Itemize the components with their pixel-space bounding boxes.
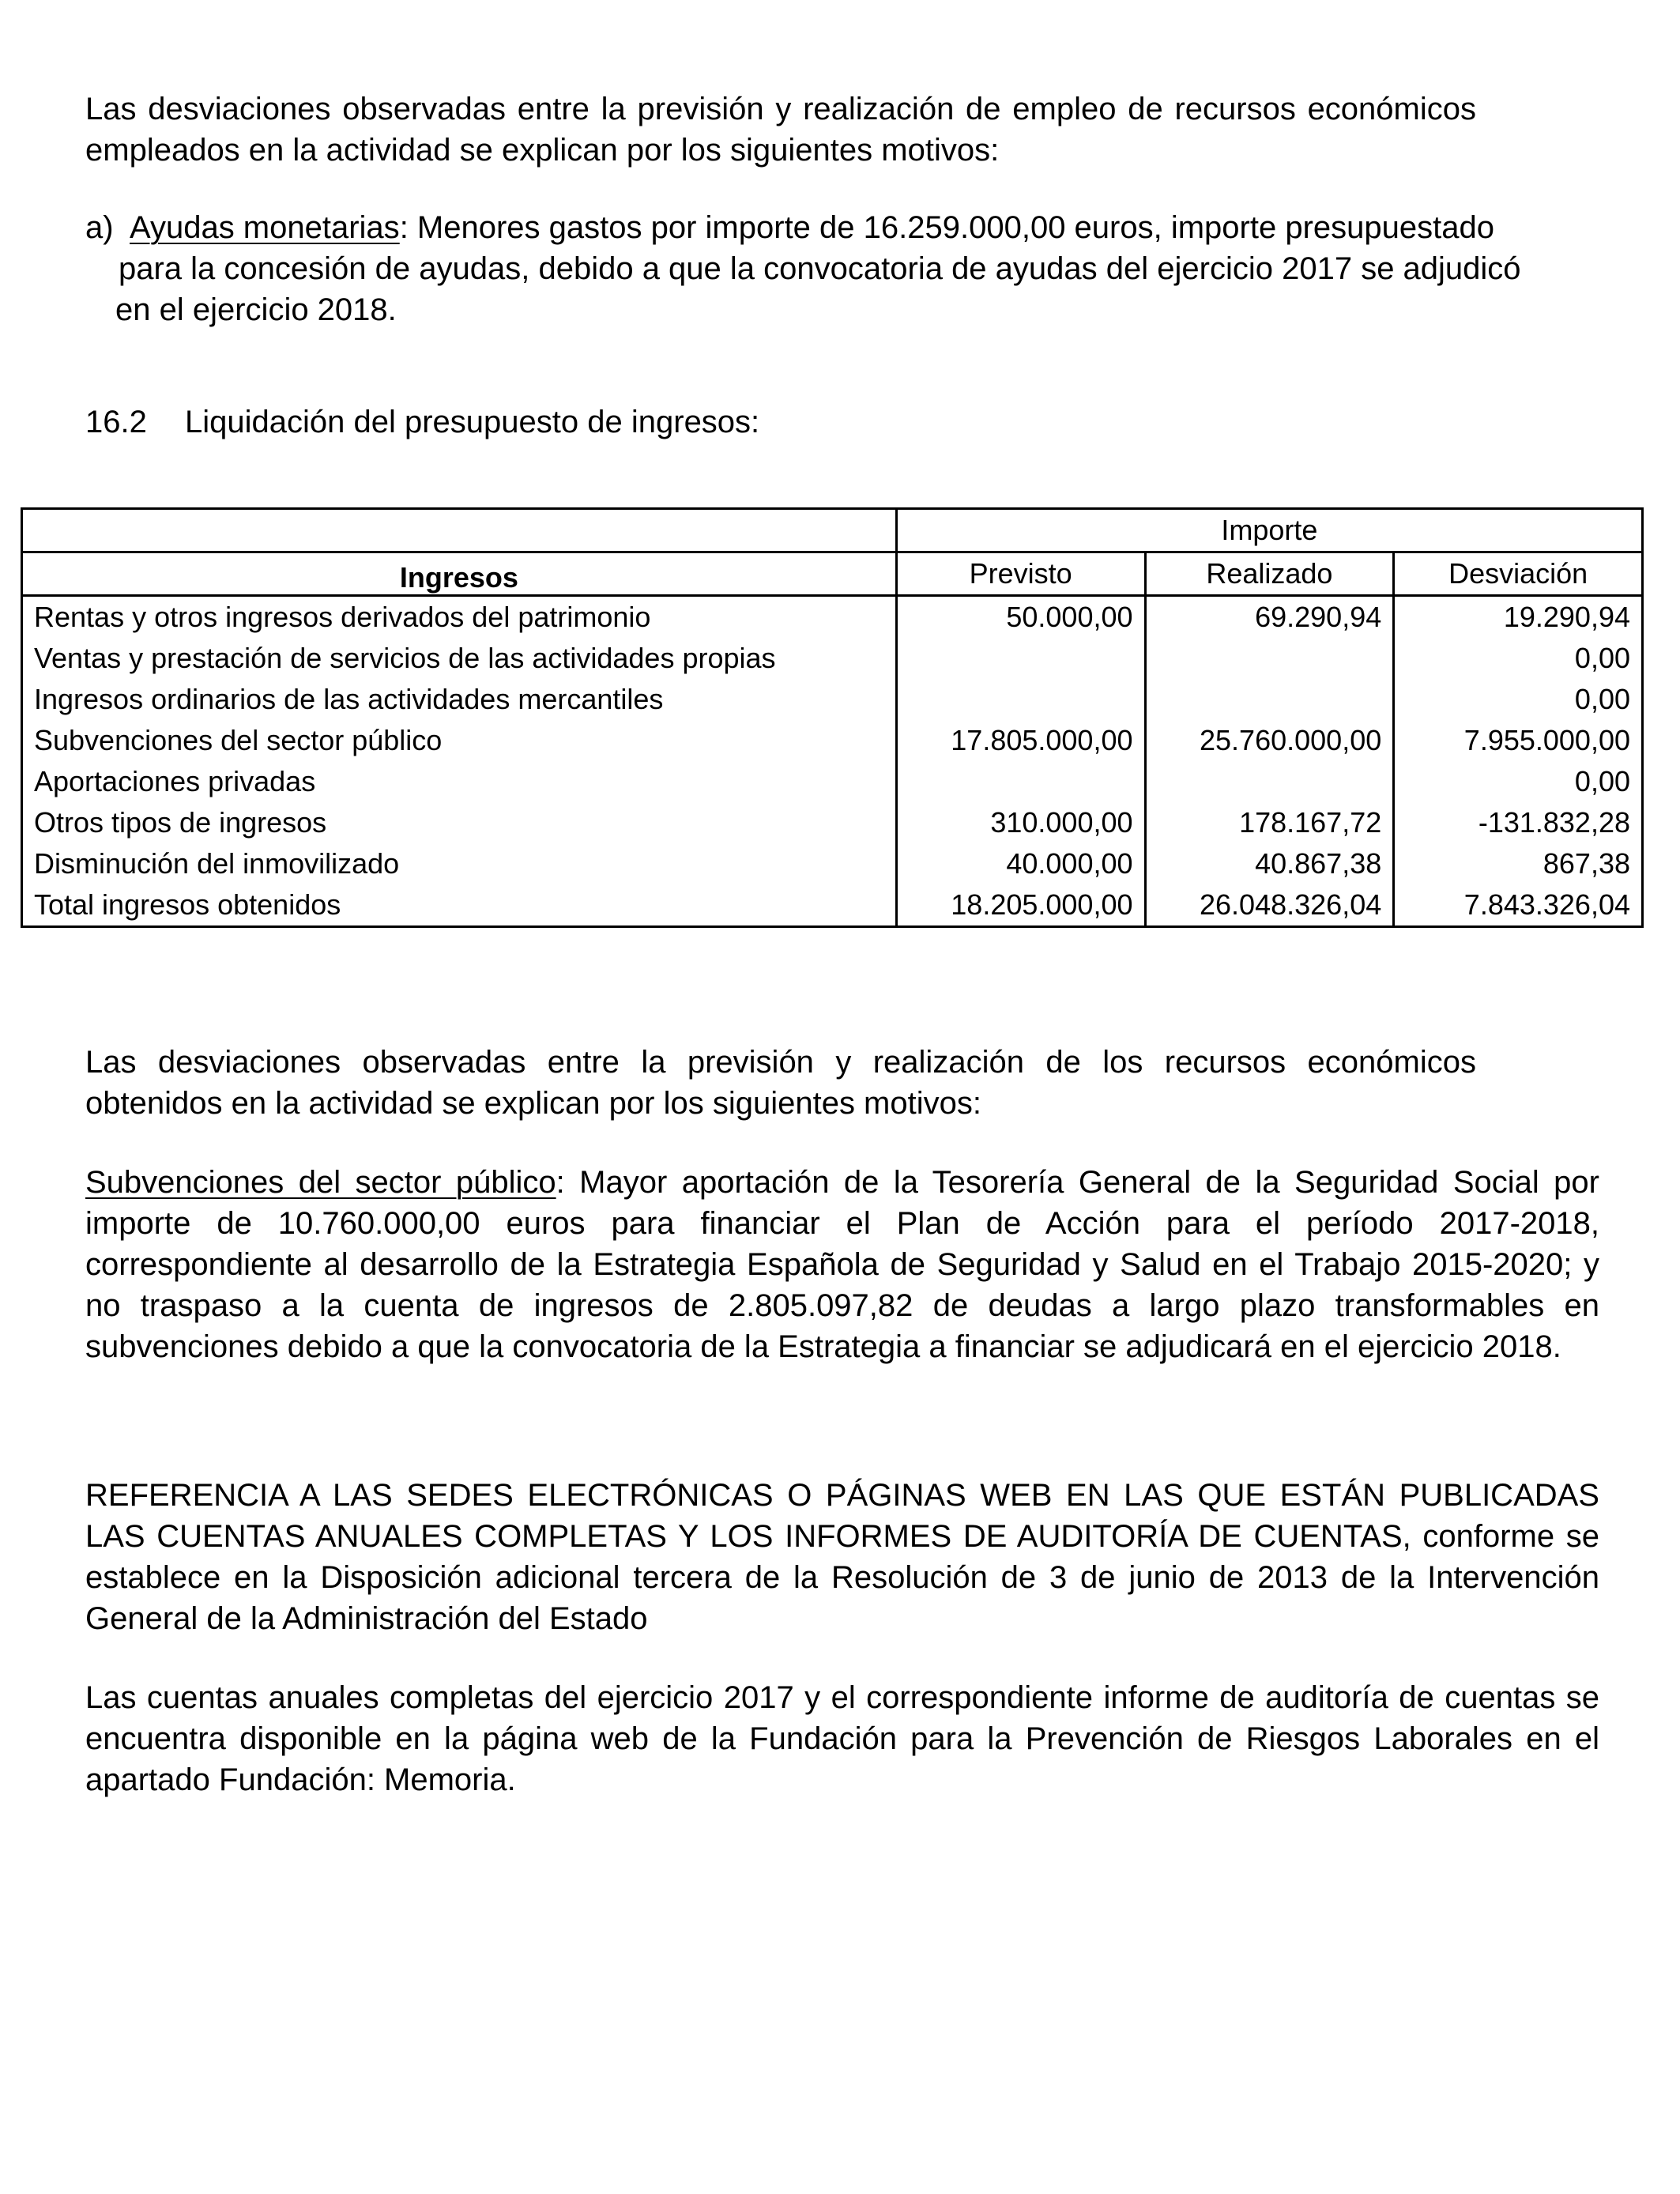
- paragraph-expense-deviations: Las desviaciones observadas entre la previsión y realización de empleo de recursos económicos empleados en la actividad se explican por los siguientes motivos:: [85, 92, 1476, 168]
- row-previsto: 50.000,00: [896, 596, 1145, 639]
- row-label: Total ingresos obtenidos: [22, 884, 897, 927]
- row-previsto: [896, 679, 1145, 720]
- row-realizado: [1145, 638, 1394, 679]
- row-realizado: 178.167,72: [1145, 802, 1394, 843]
- row-desviacion: 867,38: [1394, 843, 1643, 884]
- row-realizado: 69.290,94: [1145, 596, 1394, 639]
- section-number: 16.2: [85, 405, 147, 439]
- section-heading: [85, 401, 1192, 443]
- paragraph-web-reference: REFERENCIA A LAS SEDES ELECTRÓNICAS O PÁGINAS WEB EN LAS QUE ESTÁN PUBLICADAS LAS CUENTAS ANUALES COMPLETAS Y LOS INFORMES DE AUDITORÍA DE CUENTAS, conforme se establece en la Disposición adicional tercera de la Resolución de 3 de junio de 2013 de la Intervención General de la Administración del Estado: [85, 1478, 1599, 1636]
- row-previsto: [896, 761, 1145, 802]
- underlined-term: Ayudas monetarias: [130, 210, 400, 245]
- row-label: Otros tipos de ingresos: [22, 802, 897, 843]
- row-previsto: 40.000,00: [896, 843, 1145, 884]
- table-row: [22, 802, 1643, 843]
- table-row-total: [22, 884, 1643, 927]
- row-previsto: [896, 638, 1145, 679]
- row-previsto: 310.000,00: [896, 802, 1145, 843]
- table-row: [22, 761, 1643, 802]
- row-desviacion: 0,00: [1394, 638, 1643, 679]
- table-header-desviacion: Desviación: [1394, 552, 1643, 596]
- paragraph-annual-accounts: Las cuentas anuales completas del ejercicio 2017 y el correspondiente informe de auditoría de cuentas se encuentra disponible en la página web de la Fundación para la Prevención de Riesgos Laborales en el apartado Fundación: Memoria.: [85, 1680, 1599, 1797]
- row-label: Ingresos ordinarios de las actividades mercantiles: [22, 679, 897, 720]
- row-realizado: 25.760.000,00: [1145, 720, 1394, 761]
- row-realizado: 40.867,38: [1145, 843, 1394, 884]
- table-row: [22, 596, 1643, 639]
- row-label: Subvenciones del sector público: [22, 720, 897, 761]
- row-label: Rentas y otros ingresos derivados del patrimonio: [22, 596, 897, 639]
- list-item-line-1: Ayudas monetarias: Menores gastos por importe de 16.259.000,00 euros, importe presupuestado: [130, 210, 1494, 245]
- row-previsto: 17.805.000,00: [896, 720, 1145, 761]
- table-header-ingresos: Ingresos: [22, 552, 897, 596]
- section-title: Liquidación del presupuesto de ingresos:: [185, 405, 760, 439]
- list-marker: a): [85, 210, 114, 245]
- table-row: [22, 843, 1643, 884]
- row-desviacion: 0,00: [1394, 761, 1643, 802]
- row-realizado: [1145, 679, 1394, 720]
- row-desviacion: 7.955.000,00: [1394, 720, 1643, 761]
- row-desviacion: 7.843.326,04: [1394, 884, 1643, 927]
- table-header-importe: Importe: [896, 509, 1642, 552]
- row-desviacion: -131.832,28: [1394, 802, 1643, 843]
- underlined-term: Subvenciones del sector público: [85, 1165, 556, 1200]
- table-row: [22, 720, 1643, 761]
- table-header-row-group: [22, 509, 1643, 552]
- table-header-previsto: Previsto: [896, 552, 1145, 596]
- paragraph-subvenciones-text: : Mayor aportación de la Tesorería General de la Seguridad Social por importe de 10.760.000,00 euros para financiar el Plan de Acción para el período 2017-2018, correspondiente al desarrollo de la Estrategia Española de Seguridad y Salud en el Trabajo 2015-2020; y no traspaso a la cuenta de ingresos de 2.805.097,82 de deudas a largo plazo transformables en subvenciones debido a que la convocatoria de la Estrategia a financiar se adjudicará en el ejercicio 2018.: [85, 1165, 1599, 1364]
- list-item-body: [115, 207, 1655, 330]
- income-budget-table: [21, 507, 1644, 928]
- row-desviacion: 0,00: [1394, 679, 1643, 720]
- paragraph-subvenciones: [85, 1162, 1599, 1367]
- row-realizado: 26.048.326,04: [1145, 884, 1394, 927]
- row-previsto: 18.205.000,00: [896, 884, 1145, 927]
- table-header-realizado: Realizado: [1145, 552, 1394, 596]
- table-header-blank: [22, 509, 897, 552]
- table-header-row-columns: [22, 552, 1643, 596]
- paragraph-income-deviations: Las desviaciones observadas entre la previsión y realización de los recursos económicos obtenidos en la actividad se explican por los siguientes motivos:: [85, 1045, 1476, 1121]
- row-realizado: [1145, 761, 1394, 802]
- table-row: [22, 638, 1643, 679]
- list-item-line-3: en el ejercicio 2018.: [115, 292, 397, 327]
- row-label: Disminución del inmovilizado: [22, 843, 897, 884]
- table-row: [22, 679, 1643, 720]
- row-label: Aportaciones privadas: [22, 761, 897, 802]
- row-label: Ventas y prestación de servicios de las actividades propias: [22, 638, 897, 679]
- row-desviacion: 19.290,94: [1394, 596, 1643, 639]
- list-item-line-2: para la concesión de ayudas, debido a que la convocatoria de ayudas del ejercicio 2017 se adjudicó: [119, 251, 1521, 286]
